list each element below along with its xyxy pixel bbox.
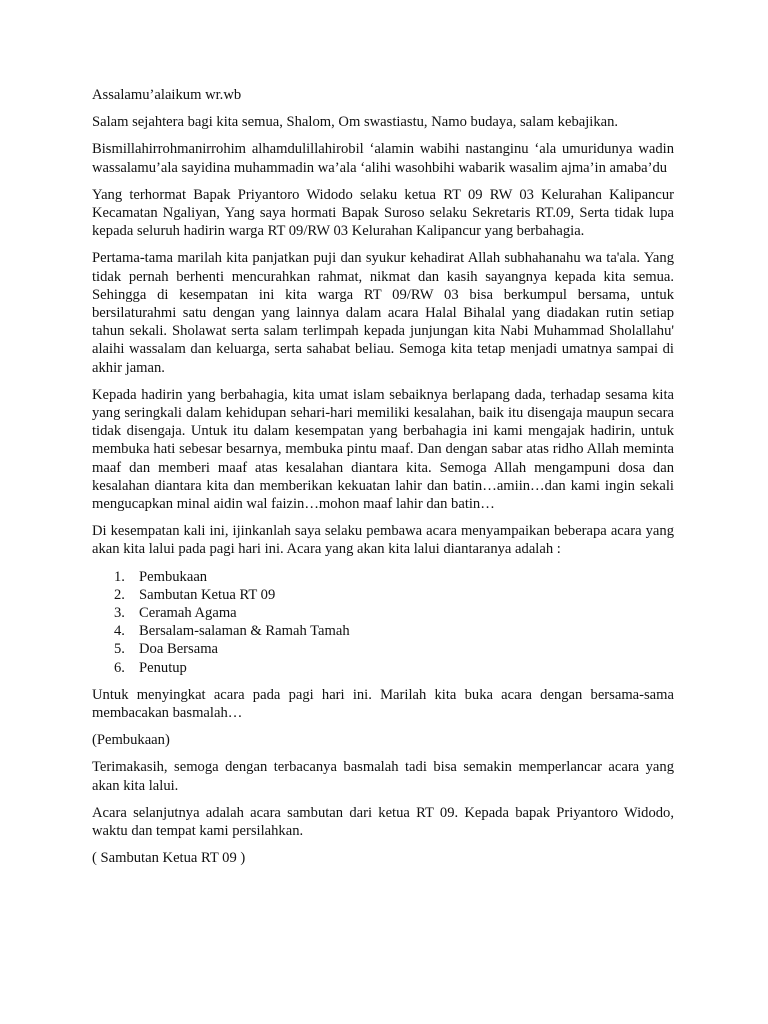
agenda-item	[92, 659, 674, 677]
agenda-item-number: 2.	[114, 586, 125, 603]
agenda-item-number: 5.	[114, 641, 125, 658]
salutation: Salam sejahtera bagi kita semua, Shalom, Om swastiastu, Namo budaya, salam kebajikan.	[92, 114, 619, 131]
agenda-item-label: Sambutan Ketua RT 09	[139, 586, 276, 603]
agenda-intro: Di kesempatan kali ini, ijinkanlah saya selaku pembawa acara menyampaikan beberapa acara yang akan kita lalui pada pagi hari ini. Acara yang akan kita lalui diantaranya adalah :	[92, 523, 674, 558]
respects-paragraph: Yang terhormat Bapak Priyantoro Widodo selaku ketua RT 09 RW 03 Kelurahan Kalipancur Kecamatan Ngaliyan, Yang saya hormati Bapak Suroso selaku Sekretaris RT.09, Serta tidak lupa kepada seluruh hadirin warga RT 09/RW 03 Kelurahan Kalipancur yang berbahagia.	[92, 186, 674, 240]
speech-marker: ( Sambutan Ketua RT 09 )	[92, 850, 246, 867]
agenda-list	[92, 568, 674, 677]
agenda-item-label: Pembukaan	[139, 568, 208, 585]
agenda-item-number: 3.	[114, 605, 125, 622]
agenda-item-label: Penutup	[139, 659, 187, 676]
agenda-item-number: 4.	[114, 623, 125, 640]
basmalah-invitation: Untuk menyingkat acara pada pagi hari ini. Marilah kita buka acara dengan bersama-sama membacakan basmalah…	[92, 686, 674, 721]
opening-prayer: Bismillahirrohmanirrohim alhamdulillahirobil ‘alamin wabihi nastanginu ‘ala umuridunya wadin wassalamu’ala sayidina muhammadin wa’ala ‘alihi wasohbihi wabarik wasalim ajma’in amaba’du	[92, 141, 674, 176]
next-item-paragraph: Acara selanjutnya adalah acara sambutan dari ketua RT 09. Kepada bapak Priyantoro Widodo, waktu dan tempat kami persilahkan.	[92, 804, 674, 840]
agenda-item	[92, 640, 674, 658]
document-page	[92, 86, 674, 876]
agenda-item-label: Bersalam-salaman & Ramah Tamah	[139, 623, 350, 640]
agenda-item	[92, 586, 674, 604]
agenda-item	[92, 568, 674, 586]
gratitude-paragraph: Pertama-tama marilah kita panjatkan puji dan syukur kehadirat Allah subhahanahu wa ta'ala. Yang tidak pernah berhenti mencurahkan rahmat, nikmat dan kasih sayangnya kepada kita semua. Sehingga di kesempatan ini kita warga RT 09/RW 03 bisa berkumpul bersama, untuk bersilaturahmi satu dengan yang lainnya dalam acara Halal Bihalal yang diadakan rutin setiap tahun sekali. Sholawat serta salam terlimpah kepada junjungan kita Nabi Muhammad Sholallahu' alaihi wassalam dan keluarga, serta sahabat beliau. Semoga kita tetap menjadi umatnya sampai di akhir jaman.	[92, 250, 674, 376]
thanks-paragraph: Terimakasih, semoga dengan terbacanya basmalah tadi bisa semakin memperlancar acara yang akan kita lalui.	[92, 759, 674, 794]
opening-marker: (Pembukaan)	[92, 732, 170, 749]
agenda-item-number: 1.	[114, 568, 125, 585]
agenda-item-label: Doa Bersama	[139, 641, 219, 658]
agenda-item	[92, 604, 674, 622]
agenda-item-number: 6.	[114, 659, 125, 676]
agenda-item-label: Ceramah Agama	[139, 605, 237, 622]
forgiveness-paragraph: Kepada hadirin yang berbahagia, kita umat islam sebaiknya berlapang dada, terhadap sesama kita yang seringkali dalam kehidupan sehari-hari memiliki kesalahan, baik itu disengaja maupun secara tidak disengaja. Untuk itu dalam kesempatan yang berbahagia ini kami mengajak hadirin, untuk membuka hati sebesar besarnya, membuka pintu maaf. Dan dengan sabar atas ridho Allah meminta maaf dan memberi maaf atas kesalahan diantara kita. Semoga Allah mengampuni dosa dan kesalahan diantara kita dan memberikan kekuatan lahir dan batin…amiin…dan kami ingin sekali mengucapkan minal aidin wal faizin…mohon maaf lahir dan batin…	[92, 386, 674, 513]
greeting: Assalamu’alaikum wr.wb	[92, 87, 242, 103]
agenda-item	[92, 622, 674, 640]
